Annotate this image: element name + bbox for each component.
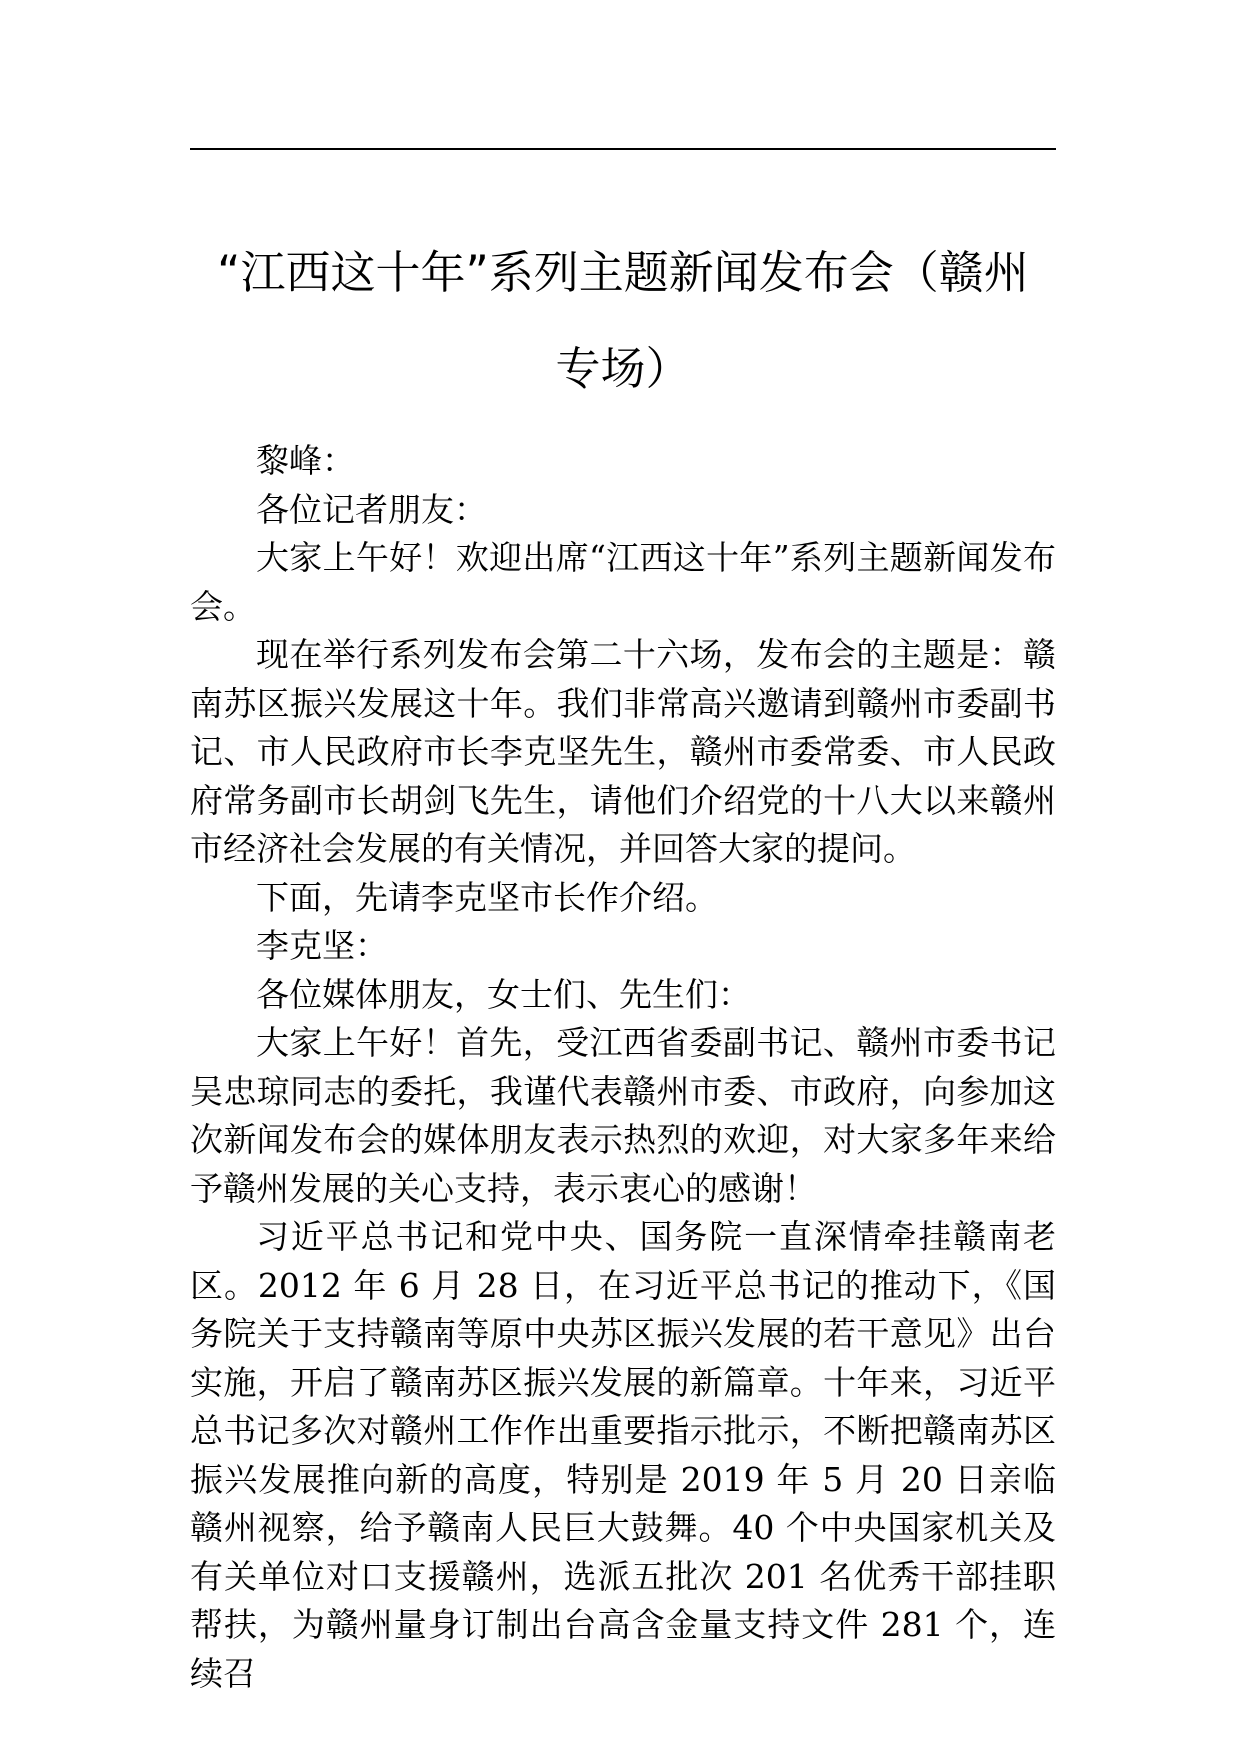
document-title <box>190 225 1056 417</box>
greeting: 各位记者朋友： <box>256 489 487 529</box>
paragraph: 大家上午好！首先，受江西省委副书记、赣州市委书记吴忠琼同志的委托，我谨代表赣州市委、市政府，向参加这次新闻发布会的媒体朋友表示热烈的欢迎，对大家多年来给予赣州发展的关心支持，表示衷心的感谢！ <box>190 1023 1056 1208</box>
paragraph: 大家上午好！欢迎出席“江西这十年”系列主题新闻发布会。 <box>190 538 1056 626</box>
title-line-2: 专场） <box>555 342 691 395</box>
speaker-label: 李克坚： <box>256 926 388 965</box>
paragraph: 下面，先请李克坚市长作介绍。 <box>256 877 718 917</box>
greeting: 各位媒体朋友，女士们、先生们： <box>256 974 751 1014</box>
title-line-1: “江西这十年”系列主题新闻发布会（赣州 <box>217 246 1029 299</box>
speaker-label: 黎峰： <box>256 441 355 480</box>
document-body <box>190 437 1056 1698</box>
header-rule <box>190 148 1056 150</box>
paragraph: 现在举行系列发布会第二十六场，发布会的主题是：赣南苏区振兴发展这十年。我们非常高兴邀请到赣州市委副书记、市人民政府市长李克坚先生，赣州市委常委、市人民政府常务副市长胡剑飞先生，请他们介绍党的十八大以来赣州市经济社会发展的有关情况，并回答大家的提问。 <box>190 635 1056 868</box>
paragraph: 习近平总书记和党中央、国务院一直深情牵挂赣南老区。2012 年 6 月 28 日，在习近平总书记的推动下，《国务院关于支持赣南等原中央苏区振兴发展的若干意见》出台实施，开启了赣南苏区振兴发展的新篇章。十年来，习近平总书记多次对赣州工作作出重要指示批示，不断把赣南苏区振兴发展推向新的高度，特别是 2019 年 5 月 20 日亲临赣州视察，给予赣南人民巨大鼓舞。40 个中央国家机关及有关单位对口支援赣州，选派五批次 201 名优秀干部挂职帮扶，为赣州量身订制出台高含金量支持文件 281 个，连续召 <box>190 1217 1056 1693</box>
